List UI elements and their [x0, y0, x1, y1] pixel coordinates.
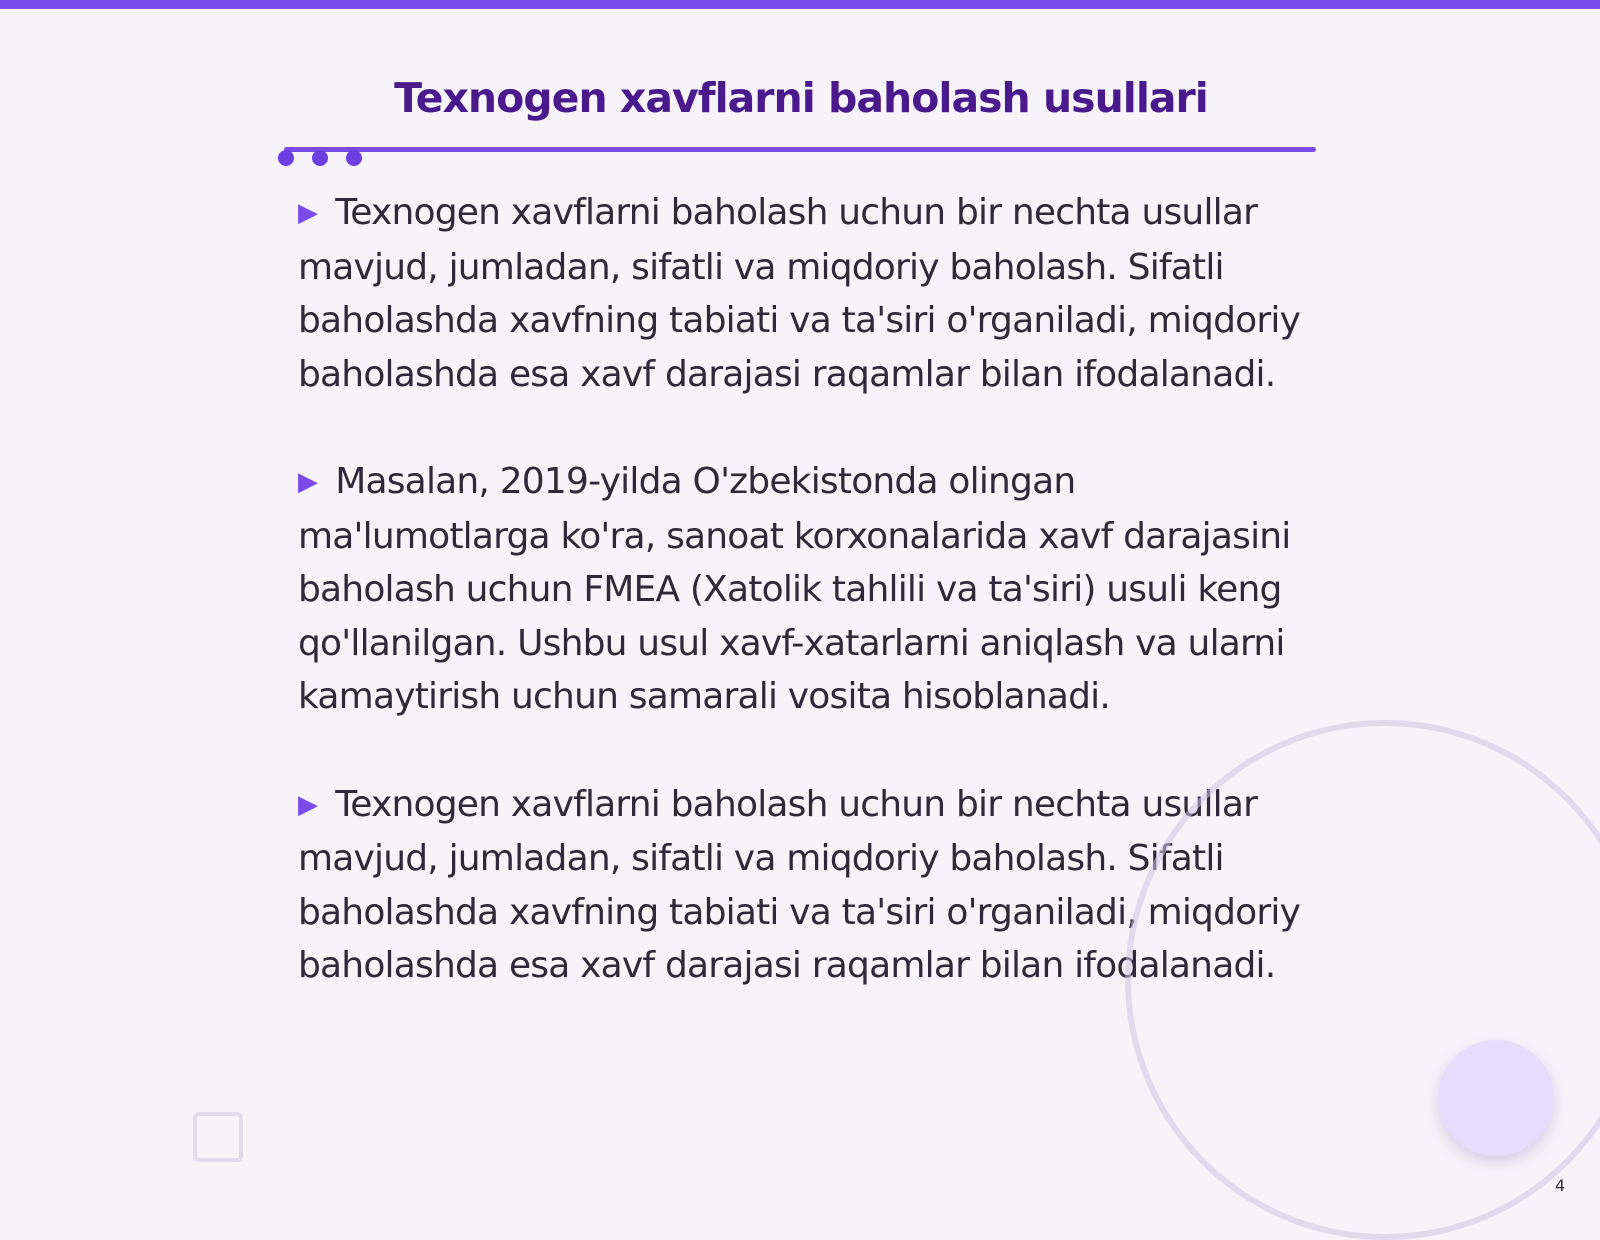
bullet-item — [298, 455, 1318, 724]
title-underline — [284, 147, 1316, 152]
bullet-arrow-icon: ▶ — [298, 198, 318, 228]
bullet-text: Texnogen xavflarni baholash uchun bir nechta usullar mavjud, jumladan, sifatli va miqdoriy baholash. Sifatli baholashda xavfning tabiati va ta'siri o'rganiladi, miqdoriy baholashda esa xavf darajasi raqamlar bilan ifodalanadi. — [298, 783, 1301, 986]
decorative-dot — [312, 150, 328, 166]
bullet-text: Texnogen xavflarni baholash uchun bir nechta usullar mavjud, jumladan, sifatli va miqdoriy baholash. Sifatli baholashda xavfning tabiati va ta'siri o'rganiladi, miqdoriy baholashda esa xavf darajasi raqamlar bilan ifodalanadi. — [298, 192, 1301, 395]
decorative-square — [193, 1112, 243, 1162]
page-number: 4 — [1555, 1176, 1566, 1195]
decorative-dot — [278, 150, 294, 166]
slide-title: Texnogen xavflarni baholash usullari — [394, 74, 1208, 122]
bullet-arrow-icon: ▶ — [298, 467, 318, 497]
bullet-text: Masalan, 2019-yilda O'zbekistonda olingan ma'lumotlarga ko'ra, sanoat korxonalarida xavf darajasini baholash uchun FMEA (Xatolik tahlili va ta'siri) usuli keng qo'llanilgan. Ushbu usul xavf-xatarlarni aniqlash va ularni kamaytirish uchun samarali vosita hisoblanadi. — [298, 461, 1291, 717]
top-accent-bar — [0, 0, 1600, 9]
decorative-dot — [346, 150, 362, 166]
decorative-circle — [1438, 1040, 1554, 1156]
bullet-arrow-icon: ▶ — [298, 789, 318, 820]
bullet-item — [298, 186, 1318, 401]
